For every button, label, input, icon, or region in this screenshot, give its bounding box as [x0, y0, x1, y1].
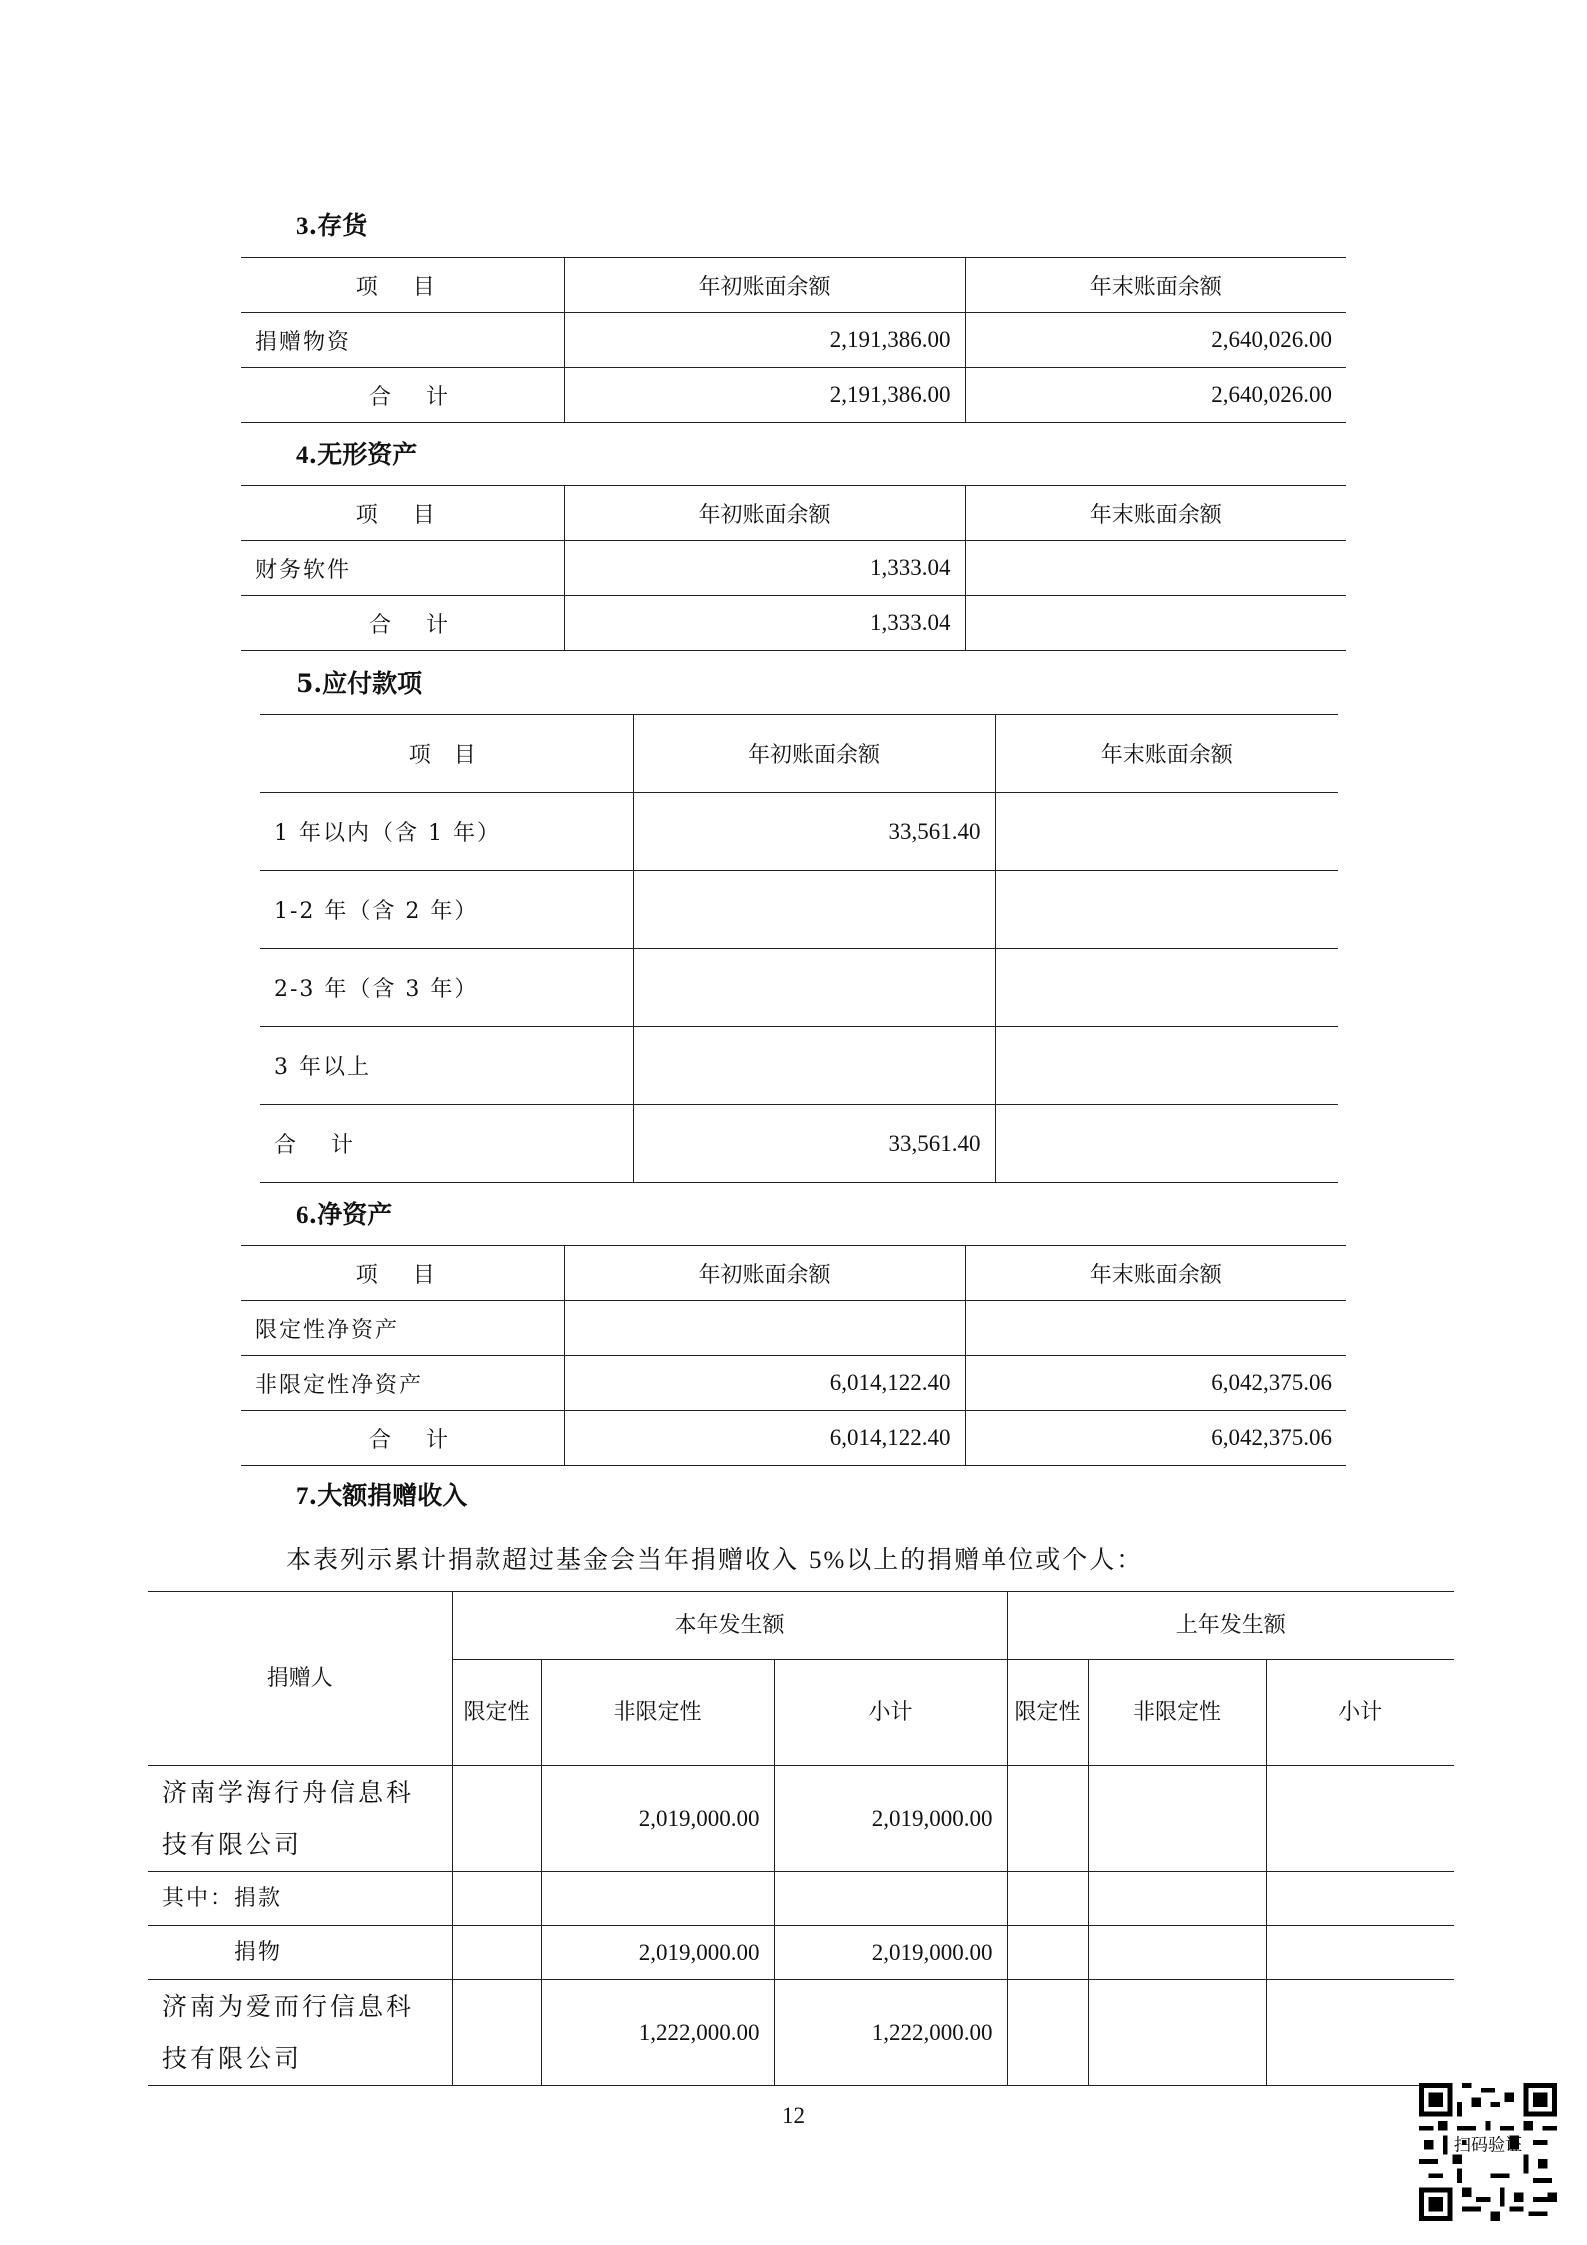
row-label: 合 计 [241, 596, 564, 651]
row-label: 1 年以内（含 1 年） [260, 793, 633, 871]
donor-name: 济南为爱而行信息科技有限公司 [148, 1980, 452, 2086]
col-header-end: 年末账面余额 [965, 258, 1346, 313]
col-header-this-year-restricted: 限定性 [452, 1660, 541, 1766]
cell-ty-unrestricted: 2,019,000.00 [541, 1926, 774, 1980]
table-row [241, 1301, 1346, 1356]
col-header-item: 项 目 [241, 258, 564, 313]
cell-begin: 33,561.40 [633, 793, 995, 871]
col-header-this-year-unrestricted: 非限定性 [541, 1660, 774, 1766]
col-header-last-year-subtotal: 小计 [1266, 1660, 1454, 1766]
donor-name: 捐物 [148, 1926, 452, 1980]
col-header-end: 年末账面余额 [965, 486, 1346, 541]
col-header-this-year: 本年发生额 [452, 1592, 1007, 1660]
col-header-item: 项 目 [241, 1246, 564, 1301]
table-row [241, 541, 1346, 596]
row-label: 合 计 [241, 1411, 564, 1466]
table-row [260, 1027, 1338, 1105]
cell-ly-subtotal [1266, 1872, 1454, 1926]
payables-table [260, 714, 1338, 1183]
cell-end [965, 541, 1346, 596]
cell-ty-subtotal: 2,019,000.00 [774, 1766, 1007, 1872]
table-row-total [241, 1411, 1346, 1466]
table-row-total [241, 368, 1346, 423]
col-header-item: 项 目 [260, 715, 633, 793]
donations-note: 本表列示累计捐款超过基金会当年捐赠收入 5%以上的捐赠单位或个人： [286, 1545, 1144, 1574]
table-row [241, 1356, 1346, 1411]
col-header-end: 年末账面余额 [995, 715, 1338, 793]
cell-begin: 1,333.04 [564, 596, 965, 651]
verification-qr-code[interactable] [1419, 2083, 1557, 2225]
col-header-last-year-unrestricted: 非限定性 [1088, 1660, 1266, 1766]
row-label: 财务软件 [241, 541, 564, 596]
col-header-last-year-restricted: 限定性 [1007, 1660, 1088, 1766]
cell-end: 6,042,375.06 [965, 1356, 1346, 1411]
table-header-row [148, 1592, 1454, 1660]
donations-table [148, 1591, 1454, 2086]
cell-ty-subtotal: 2,019,000.00 [774, 1926, 1007, 1980]
row-label: 非限定性净资产 [241, 1356, 564, 1411]
cell-ty-restricted [452, 1980, 541, 2086]
table-row-total [241, 596, 1346, 651]
donor-name: 其中：捐款 [148, 1872, 452, 1926]
cell-ly-restricted [1007, 1872, 1088, 1926]
section-heading-inventory: 3.存货 [296, 211, 368, 240]
cell-ly-restricted [1007, 1980, 1088, 2086]
col-header-donor: 捐赠人 [148, 1592, 452, 1766]
table-row [260, 793, 1338, 871]
section-heading-donations: 7.大额捐赠收入 [296, 1481, 468, 1510]
net-assets-table [241, 1245, 1346, 1466]
intangible-table [241, 485, 1346, 651]
row-label: 合 计 [241, 368, 564, 423]
table-row [241, 313, 1346, 368]
row-label: 限定性净资产 [241, 1301, 564, 1356]
qr-label: 扫码验证 [1453, 2135, 1523, 2156]
cell-begin [633, 871, 995, 949]
cell-end [995, 1027, 1338, 1105]
cell-end [965, 596, 1346, 651]
table-row [148, 1766, 1454, 1872]
cell-begin: 2,191,386.00 [564, 313, 965, 368]
col-header-last-year: 上年发生额 [1007, 1592, 1454, 1660]
cell-end [965, 1301, 1346, 1356]
cell-end: 2,640,026.00 [965, 313, 1346, 368]
cell-begin: 6,014,122.40 [564, 1411, 965, 1466]
table-row [148, 1980, 1454, 2086]
section-heading-payables: 5.应付款项 [296, 669, 423, 698]
row-label: 2-3 年（含 3 年） [260, 949, 633, 1027]
cell-ly-restricted [1007, 1926, 1088, 1980]
col-header-begin: 年初账面余额 [564, 258, 965, 313]
page-number: 12 [782, 2103, 805, 2128]
cell-end [995, 1105, 1338, 1183]
table-row [148, 1872, 1454, 1926]
table-row [148, 1926, 1454, 1980]
cell-begin: 6,014,122.40 [564, 1356, 965, 1411]
cell-end: 2,640,026.00 [965, 368, 1346, 423]
cell-begin: 33,561.40 [633, 1105, 995, 1183]
row-label: 合 计 [260, 1105, 633, 1183]
col-header-this-year-subtotal: 小计 [774, 1660, 1007, 1766]
cell-begin: 2,191,386.00 [564, 368, 965, 423]
cell-ty-unrestricted [541, 1872, 774, 1926]
col-header-item: 项 目 [241, 486, 564, 541]
cell-ty-restricted [452, 1926, 541, 1980]
cell-begin [633, 949, 995, 1027]
cell-begin: 1,333.04 [564, 541, 965, 596]
cell-ty-unrestricted: 1,222,000.00 [541, 1980, 774, 2086]
cell-ly-unrestricted [1088, 1872, 1266, 1926]
col-header-end: 年末账面余额 [965, 1246, 1346, 1301]
cell-ty-restricted [452, 1872, 541, 1926]
col-header-begin: 年初账面余额 [564, 1246, 965, 1301]
cell-begin [633, 1027, 995, 1105]
cell-end [995, 871, 1338, 949]
table-row [260, 949, 1338, 1027]
table-row [260, 871, 1338, 949]
cell-end: 6,042,375.06 [965, 1411, 1346, 1466]
row-label: 捐赠物资 [241, 313, 564, 368]
col-header-begin: 年初账面余额 [564, 486, 965, 541]
cell-ly-subtotal [1266, 1926, 1454, 1980]
cell-end [995, 793, 1338, 871]
donor-name: 济南学海行舟信息科技有限公司 [148, 1766, 452, 1872]
cell-ty-subtotal [774, 1872, 1007, 1926]
section-heading-net-assets: 6.净资产 [296, 1200, 393, 1229]
cell-end [995, 949, 1338, 1027]
table-header-row [260, 715, 1338, 793]
inventory-table [241, 257, 1346, 423]
cell-begin [564, 1301, 965, 1356]
cell-ly-subtotal [1266, 1766, 1454, 1872]
table-row-total [260, 1105, 1338, 1183]
qr-code-icon [1419, 2083, 1557, 2221]
cell-ty-unrestricted: 2,019,000.00 [541, 1766, 774, 1872]
table-header-row [241, 1246, 1346, 1301]
section-heading-intangible: 4.无形资产 [296, 440, 418, 469]
cell-ly-unrestricted [1088, 1926, 1266, 1980]
row-label: 3 年以上 [260, 1027, 633, 1105]
row-label: 1-2 年（含 2 年） [260, 871, 633, 949]
table-header-row [241, 486, 1346, 541]
cell-ly-restricted [1007, 1766, 1088, 1872]
cell-ly-subtotal [1266, 1980, 1454, 2086]
cell-ly-unrestricted [1088, 1766, 1266, 1872]
cell-ly-unrestricted [1088, 1980, 1266, 2086]
table-header-row [241, 258, 1346, 313]
col-header-begin: 年初账面余额 [633, 715, 995, 793]
cell-ty-subtotal: 1,222,000.00 [774, 1980, 1007, 2086]
cell-ty-restricted [452, 1766, 541, 1872]
